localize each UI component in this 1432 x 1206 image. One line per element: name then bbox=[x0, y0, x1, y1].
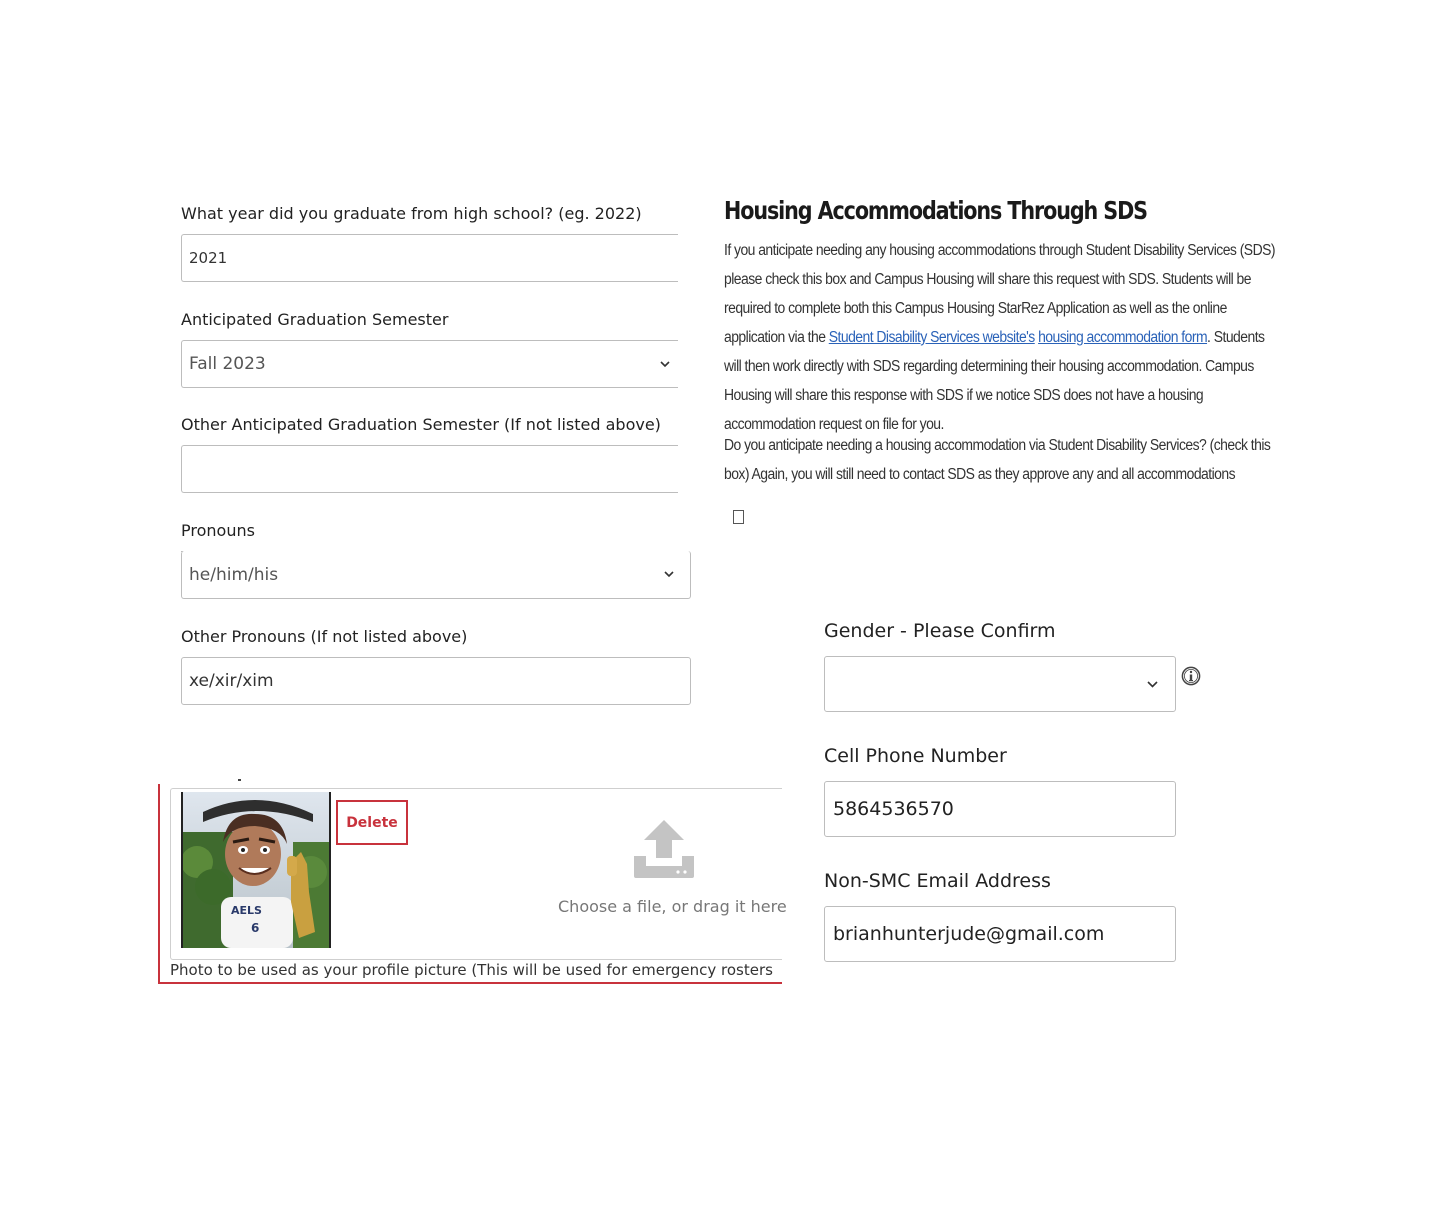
sds-description-text: If you anticipate needing any housing accommodations through Student Disability Services (SDS) please check this box and Campus Housing will share this request with SDS. Students will be required to complete both this Campus Housing StarRez Application as well as the online application via the bbox=[724, 242, 1275, 346]
other-grad-semester-label: Other Anticipated Graduation Semester (If not listed above) bbox=[181, 415, 661, 434]
other-pronouns-label: Other Pronouns (If not listed above) bbox=[181, 627, 468, 646]
divider bbox=[238, 779, 241, 781]
svg-text:6: 6 bbox=[251, 921, 260, 935]
svg-text:AELS: AELS bbox=[231, 904, 262, 917]
hs-year-value: 2021 bbox=[189, 249, 228, 267]
delete-photo-button[interactable]: Delete bbox=[336, 800, 408, 845]
sds-website-link[interactable]: Student Disability Services website's bbox=[828, 329, 1035, 346]
hs-year-input[interactable] bbox=[181, 234, 678, 282]
email-label: Non-SMC Email Address bbox=[824, 870, 1051, 892]
cell-phone-value: 5864536570 bbox=[833, 798, 954, 820]
email-value: brianhunterjude@gmail.com bbox=[833, 923, 1105, 945]
chevron-down-icon bbox=[1141, 673, 1163, 695]
profile-photo-thumbnail bbox=[181, 792, 331, 948]
grad-semester-label: Anticipated Graduation Semester bbox=[181, 310, 449, 329]
grad-semester-select[interactable] bbox=[181, 340, 678, 388]
sds-description-text-end: . Students will then work directly with SDS regarding determining their housing accommodation. Campus Housing will share this response with SDS if we notice SDS does not have a housing accommodation request on file for you. bbox=[724, 329, 1265, 433]
sds-title: Housing Accommodations Through SDS bbox=[724, 196, 1147, 225]
upload-hint: Choose a file, or drag it here bbox=[558, 897, 787, 916]
pronouns-value: he/him/his bbox=[189, 564, 279, 585]
sds-description bbox=[724, 236, 1282, 439]
other-pronouns-value: xe/xir/xim bbox=[189, 671, 274, 691]
other-grad-semester-input[interactable] bbox=[181, 445, 678, 493]
housing-accommodation-form-link[interactable]: housing accommodation form bbox=[1038, 329, 1208, 346]
sds-question: Do you anticipate needing a housing accommodation via Student Disability Services? (check this box) Again, you will still need to contact SDS as they approve any and all accommodations bbox=[724, 437, 1271, 483]
hs-year-label: What year did you graduate from high school? (eg. 2022) bbox=[181, 204, 642, 223]
upload-icon bbox=[632, 818, 696, 880]
other-pronouns-input[interactable] bbox=[181, 657, 691, 705]
upload-caption: Photo to be used as your profile picture (This will be used for emergency rosters bbox=[170, 961, 773, 979]
chevron-down-icon bbox=[654, 353, 676, 375]
gender-label: Gender - Please Confirm bbox=[824, 620, 1056, 642]
grad-semester-value: Fall 2023 bbox=[189, 354, 266, 374]
email-input[interactable] bbox=[824, 906, 1176, 962]
sds-accommodation-checkbox[interactable] bbox=[733, 510, 744, 524]
chevron-down-icon bbox=[658, 564, 680, 586]
info-icon[interactable] bbox=[1181, 666, 1201, 686]
pronouns-label: Pronouns bbox=[181, 521, 255, 540]
pronouns-select[interactable] bbox=[181, 551, 691, 599]
cell-phone-input[interactable] bbox=[824, 781, 1176, 837]
cell-phone-label: Cell Phone Number bbox=[824, 745, 1007, 767]
gender-select[interactable] bbox=[824, 656, 1176, 712]
